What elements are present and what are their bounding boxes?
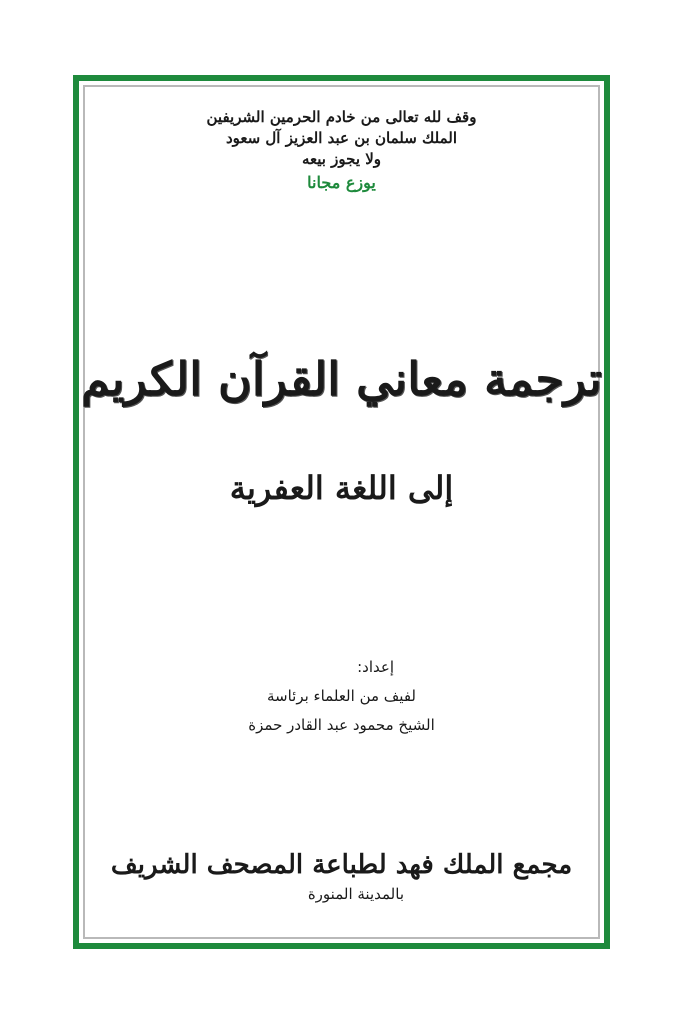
title-page <box>79 81 604 943</box>
endowment-line-1: وقف لله تعالى من خادم الحرمين الشريفين <box>206 108 477 126</box>
preparation-line-1: لفيف من العلماء برئاسة <box>266 687 416 705</box>
publisher-city: بالمدينة المنورة <box>307 885 404 903</box>
preparation-label: إعداد: <box>357 658 394 676</box>
endowment-line-3: ولا يجوز بيعه <box>301 150 382 168</box>
endowment-line-2: الملك سلمان بن عبد العزيز آل سعود <box>225 129 458 147</box>
preparation-line-2: الشيخ محمود عبد القادر حمزة <box>248 716 435 734</box>
book-title: ترجمة معاني القرآن الكريم <box>81 352 602 406</box>
publisher-name: مجمع الملك فهد لطباعة المصحف الشريف <box>110 850 573 880</box>
free-distribution-note: يوزع مجانا <box>307 173 376 192</box>
publisher-block <box>79 847 604 905</box>
preparation-credits <box>79 653 604 740</box>
page-border <box>73 75 610 949</box>
book-subtitle: إلى اللغة العفرية <box>229 469 454 507</box>
endowment-notice <box>79 107 604 193</box>
